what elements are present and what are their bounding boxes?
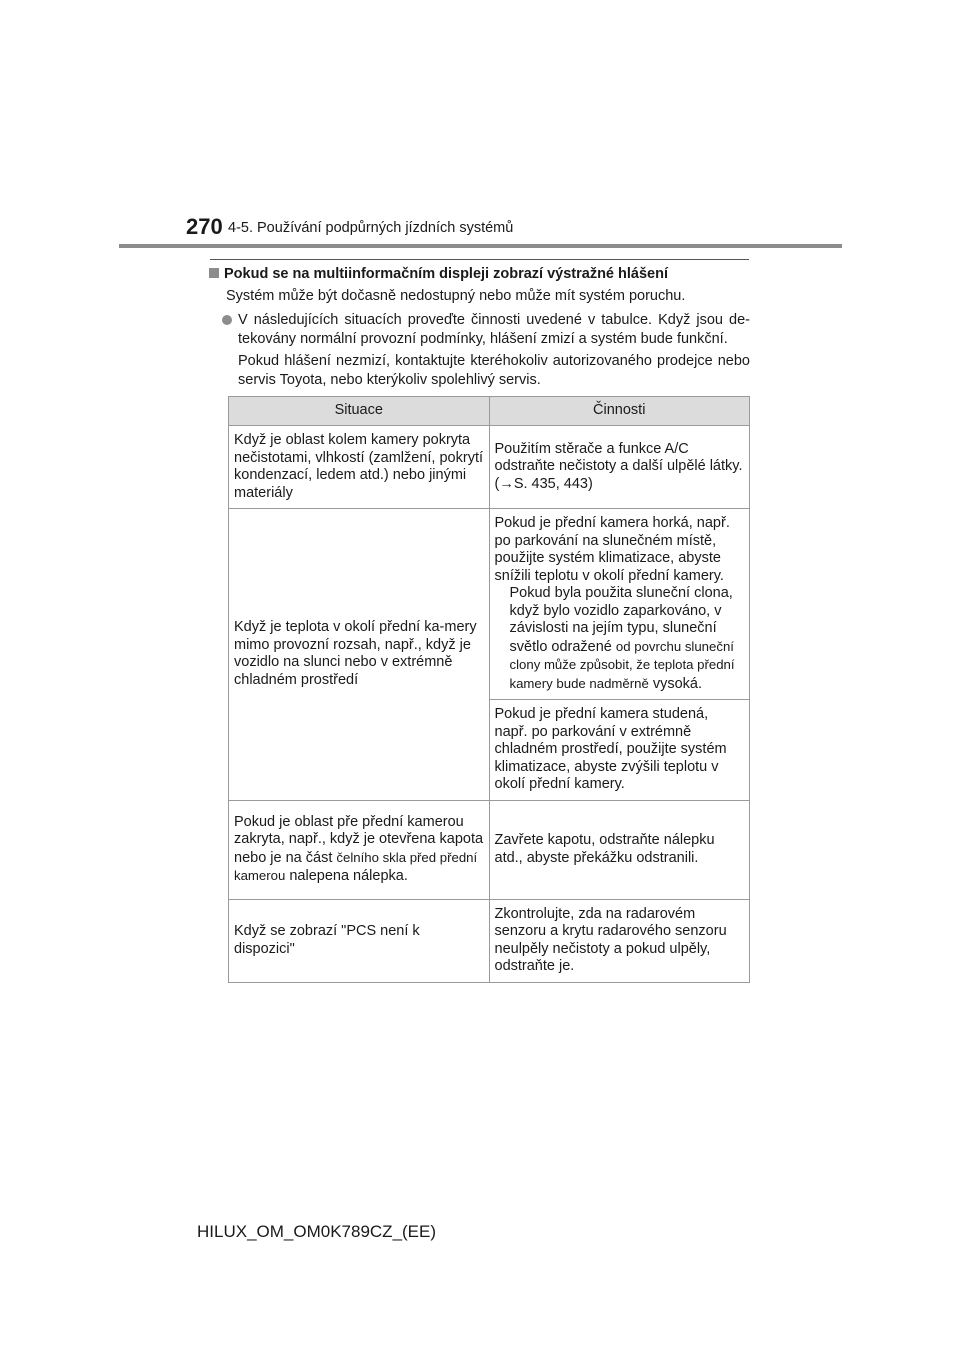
table-cell-action bbox=[489, 426, 750, 509]
bullet-item bbox=[222, 311, 750, 389]
table-cell-situation bbox=[229, 800, 490, 899]
table-cell-action: Pokud je přední kamera studená, např. po parkování v extrémně chladném prostředí, použijte systém klimatizace, abyste zvýšili teplotu v okolí přední kamery. bbox=[489, 700, 750, 801]
page-number: 270 bbox=[186, 214, 223, 239]
table-cell-situation: Když je teplota v okolí přední ka-mery mimo provozní rozsah, např., když je vozidlo na slunci nebo v extrémně chladném prostředí bbox=[229, 509, 490, 801]
chapter-title: 4-5. Používání podpůrných jízdních systémů bbox=[228, 220, 514, 236]
section-heading-text: Pokud se na multiinformačním displeji zobrazí výstražné hlášení bbox=[224, 266, 668, 282]
table-row bbox=[229, 509, 750, 700]
table-header-row bbox=[229, 397, 750, 426]
situation-text: Pokud je oblast pře přední kamerou zakryta, např., když je otevřena kapota nebo je na část bbox=[234, 813, 484, 866]
table-row bbox=[229, 899, 750, 982]
bullet-text: V následujících situacích proveďte činnosti uvedené v tabulce. Když jsou de-tekovány normální provozní podmínky, hlášení zmizí a systém bude funkční. bbox=[238, 312, 750, 347]
section-divider bbox=[210, 259, 749, 260]
table-cell-situation: Když se zobrazí "PCS není k dispozici" bbox=[229, 899, 490, 982]
action-text: Použitím stěrače a funkce A/C odstraňte nečistoty a další ulpělé látky. bbox=[494, 440, 743, 475]
action-note-line: vysoká. bbox=[652, 675, 702, 692]
situation-text: nalepena nálepka. bbox=[289, 868, 408, 884]
situation-action-table bbox=[228, 396, 750, 983]
header-divider bbox=[119, 244, 842, 248]
column-header-situation: Situace bbox=[229, 397, 490, 426]
document-code: HILUX_OM_OM0K789CZ_(EE) bbox=[197, 1222, 437, 1241]
table-row bbox=[229, 800, 750, 899]
table-cell-situation: Když je oblast kolem kamery pokryta nečistotami, vlhkostí (zamlžení, pokrytí kondenzací, ledem atd.) nebo jinými materiály bbox=[229, 426, 490, 509]
action-note-line: Pokud byla použita sluneční clona, když bylo vozidlo zaparkováno, v závislosti na jejím typu, sluneční světlo odražené bbox=[509, 585, 733, 655]
table-cell-action: Zavřete kapotu, odstraňte nálepku atd., abyste překážku odstranili. bbox=[489, 800, 750, 899]
circle-bullet-icon bbox=[222, 315, 232, 325]
section-heading bbox=[209, 266, 668, 282]
column-header-action: Činnosti bbox=[489, 397, 750, 426]
bullet-followup-text: Pokud hlášení nezmizí, kontaktujte kteréhokoliv autorizovaného prodejce nebo servis Toyota, nebo kterýkoliv spolehlivý servis. bbox=[238, 353, 750, 388]
table-row bbox=[229, 426, 750, 509]
action-note-line-small: od povrchu sluneční clony může způsobit, že teplota přední kamery bude nadměrně bbox=[509, 638, 735, 691]
action-note bbox=[495, 585, 745, 693]
square-bullet-icon bbox=[209, 268, 219, 278]
page-reference: (→S. 435, 443) bbox=[494, 475, 593, 492]
table-cell-action bbox=[489, 509, 750, 700]
table-cell-action: Zkontrolujte, zda na radarovém senzoru a krytu radarového senzoru neulpěly nečistoty a pokud ulpěly, odstraňte je. bbox=[489, 899, 750, 982]
action-text: Pokud je přední kamera horká, např. po parkování na slunečném místě, použijte systém klimatizace, abyste snížili teplotu v okolí přední kamery. bbox=[494, 515, 730, 584]
situation-text-small: čelního skla před přední kamerou bbox=[234, 849, 478, 883]
intro-text: Systém může být dočasně nedostupný nebo může mít systém poruchu. bbox=[226, 288, 686, 304]
